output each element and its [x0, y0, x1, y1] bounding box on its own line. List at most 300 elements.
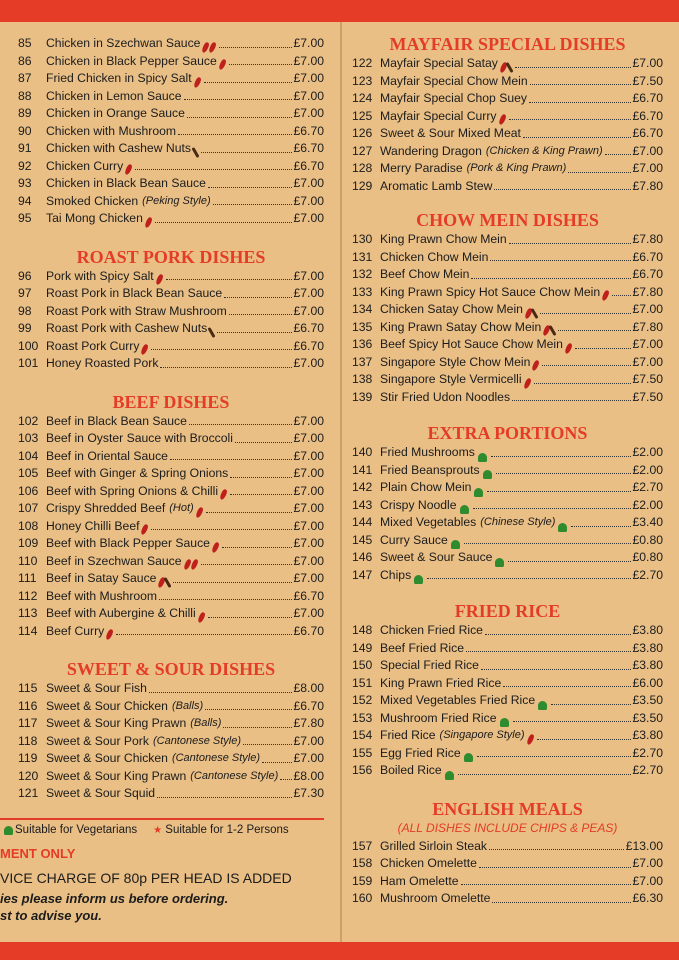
- menu-item: [18, 320, 324, 338]
- item-price: £7.00: [293, 303, 324, 318]
- item-icons: [474, 488, 485, 497]
- item-price: £7.00: [293, 193, 324, 208]
- menu-item: [352, 73, 663, 91]
- menu-item: [352, 249, 663, 267]
- legend-veg: [4, 824, 137, 836]
- dotted-leader: [116, 633, 291, 635]
- legend-star: [153, 824, 289, 836]
- item-price: £7.30: [293, 786, 324, 800]
- item-number: 94: [18, 193, 32, 208]
- section-title: SWEET & SOUR DISHES: [66, 659, 276, 679]
- veg-icon: [483, 470, 492, 479]
- section-title: ROAST PORK DISHES: [76, 246, 266, 267]
- dotted-leader: [471, 277, 630, 279]
- dotted-leader: [537, 738, 631, 740]
- veg-icon: [478, 453, 487, 462]
- item-name: Mixed Vegetables: [380, 515, 477, 529]
- item-name: Chicken in Lemon Sauce: [46, 88, 182, 103]
- item-name: King Prawn Spicy Hot Sauce Chow Mein: [380, 284, 601, 299]
- item-number: 133: [352, 284, 373, 299]
- menu-section: [352, 33, 663, 195]
- dotted-leader: [489, 848, 624, 850]
- nut-icon: [164, 576, 172, 587]
- item-name: Beef with Spring Onions & Chilli: [46, 483, 219, 498]
- dotted-leader: [217, 331, 291, 333]
- item-name: Mushroom Fried Rice: [380, 710, 497, 725]
- item-number: 88: [18, 88, 32, 103]
- dotted-leader: [490, 259, 630, 261]
- chilli-icon: [193, 76, 202, 88]
- item-note: (Cantonese Style): [171, 752, 260, 764]
- dotted-leader: [491, 455, 631, 457]
- dotted-leader: [509, 242, 631, 244]
- dotted-leader: [458, 773, 631, 775]
- item-name: Sweet & Sour Squid: [46, 786, 156, 800]
- item-price: £2.70: [632, 567, 663, 582]
- item-name: Fried Chicken in Spicy Salt: [46, 71, 192, 85]
- item-name: Chicken in Black Bean Sauce: [46, 176, 206, 190]
- item-number: 122: [352, 56, 373, 70]
- dotted-leader: [224, 296, 291, 298]
- item-number: 93: [18, 176, 32, 190]
- dotted-leader: [222, 546, 292, 548]
- item-number: 155: [352, 745, 373, 760]
- dotted-leader: [477, 755, 631, 757]
- item-name: Sweet & Sour Pork: [46, 733, 149, 748]
- menu-item: [352, 143, 663, 161]
- item-price: £7.00: [293, 751, 324, 765]
- veg-icon: [445, 771, 454, 780]
- item-price: £7.00: [632, 56, 663, 70]
- dotted-leader: [473, 507, 631, 509]
- item-price: £6.70: [293, 698, 324, 713]
- item-number: 101: [18, 356, 39, 370]
- dotted-leader: [551, 703, 630, 705]
- dotted-leader: [464, 542, 631, 544]
- item-number: 125: [352, 108, 373, 123]
- item-note: (Cantonese Style): [152, 734, 242, 747]
- menu-item: [18, 355, 324, 373]
- dotted-leader: [513, 720, 631, 722]
- menu-item: [352, 371, 663, 389]
- item-icons: [478, 453, 489, 462]
- item-price: £2.70: [632, 763, 663, 777]
- item-name: Beef in Oyster Sauce with Broccoli: [46, 431, 233, 445]
- section-subtitle: (ALL DISHES INCLUDE CHIPS & PEAS): [397, 820, 618, 835]
- menu-item: [18, 193, 324, 211]
- menu-item: [18, 623, 324, 641]
- item-price: £6.70: [632, 267, 663, 281]
- chilli-icon: [140, 343, 149, 355]
- dotted-leader: [184, 98, 292, 100]
- dotted-leader: [558, 329, 630, 331]
- item-icons: [194, 147, 199, 158]
- page-fold: [340, 22, 342, 942]
- chilli-icon: [497, 113, 506, 125]
- bottom-red-band: [0, 942, 679, 960]
- menu-item: [18, 553, 324, 571]
- dotted-leader: [534, 382, 631, 384]
- item-price: £6.70: [293, 158, 324, 173]
- menu-section: [18, 246, 324, 373]
- legend: [0, 818, 324, 840]
- item-price: £7.00: [293, 88, 324, 103]
- item-price: £13.00: [625, 838, 663, 853]
- dotted-leader: [487, 490, 630, 492]
- menu-item: [18, 338, 324, 356]
- item-icons: [146, 217, 153, 228]
- item-number: 97: [18, 286, 32, 300]
- item-number: 85: [18, 36, 32, 50]
- notice-service-charge: VICE CHARGE OF 80p PER HEAD IS ADDED: [0, 870, 292, 886]
- item-price: £7.00: [293, 413, 324, 428]
- dotted-leader: [223, 726, 291, 728]
- veg-icon: [460, 505, 469, 514]
- item-number: 126: [352, 126, 373, 140]
- item-price: £7.00: [293, 553, 324, 568]
- menu-item: [18, 465, 324, 483]
- menu-item: [18, 140, 324, 158]
- item-price: £7.00: [632, 856, 663, 870]
- item-icons: [500, 718, 511, 727]
- item-name: Chicken in Szechwan Sauce: [46, 36, 201, 50]
- dotted-leader: [170, 458, 292, 460]
- item-price: £2.00: [632, 445, 663, 459]
- dotted-leader: [568, 171, 630, 173]
- item-number: 118: [18, 733, 38, 748]
- item-number: 140: [352, 445, 373, 459]
- item-number: 138: [352, 372, 373, 386]
- veg-icon: [495, 558, 504, 567]
- item-price: £7.50: [632, 389, 663, 404]
- item-price: £7.00: [293, 106, 324, 120]
- menu-item: [18, 175, 324, 193]
- item-note: (Chinese Style): [480, 516, 556, 528]
- item-name: Mayfair Special Chow Mein: [380, 73, 528, 88]
- item-icons: [544, 325, 556, 336]
- item-name: Grilled Sirloin Steak: [380, 838, 488, 853]
- item-name: Singapore Style Vermicelli: [380, 372, 522, 386]
- item-name: Sweet & Sour Sauce: [380, 550, 493, 564]
- menu-item: [352, 762, 663, 780]
- item-icons: [157, 274, 164, 285]
- item-note: (Peking Style): [142, 194, 211, 207]
- menu-item: [18, 158, 324, 176]
- item-icons: [203, 42, 217, 53]
- item-name: Beef with Aubergine & Chilli: [46, 606, 196, 620]
- dotted-leader: [508, 560, 630, 562]
- section-title: BEEF DISHES: [112, 391, 230, 412]
- chilli-icon: [218, 58, 227, 70]
- dotted-leader: [503, 685, 630, 687]
- item-icons: [195, 77, 202, 88]
- item-name: Sweet & Sour Mixed Meat: [380, 126, 521, 140]
- menu-column-left: [18, 28, 324, 803]
- item-number: 98: [18, 303, 32, 318]
- item-price: £7.00: [293, 606, 324, 620]
- item-price: £8.00: [293, 768, 324, 783]
- menu-item: [352, 336, 663, 354]
- item-price: £3.80: [632, 658, 663, 672]
- item-name: Chicken Satay Chow Mein: [380, 302, 523, 316]
- item-number: 92: [18, 158, 32, 173]
- item-icons: [460, 505, 471, 514]
- menu-item: [18, 588, 324, 606]
- menu-item: [352, 873, 663, 891]
- item-price: £6.70: [632, 91, 663, 105]
- dotted-leader: [540, 312, 631, 314]
- menu-item: [352, 727, 663, 745]
- item-name: Pork with Spicy Salt: [46, 268, 154, 283]
- menu-item: [18, 70, 324, 88]
- item-price: £3.80: [632, 640, 663, 655]
- item-icons: [538, 701, 549, 710]
- notice-payment: MENT ONLY: [0, 846, 76, 861]
- menu-item: [352, 567, 663, 585]
- item-price: £7.00: [293, 518, 324, 533]
- menu-item: [18, 570, 324, 588]
- item-icons: [159, 577, 171, 588]
- item-name: Singapore Style Chow Mein: [380, 354, 531, 369]
- item-name: Beef in Satay Sauce: [46, 571, 157, 585]
- item-name: Mixed Vegetables Fried Rice: [380, 693, 536, 707]
- chilli-icon: [155, 273, 164, 285]
- item-name: Sweet & Sour King Prawn: [46, 768, 187, 783]
- veg-icon: [4, 826, 13, 835]
- item-name: Beef in Black Bean Sauce: [46, 413, 187, 428]
- item-note: (Hot): [169, 502, 194, 514]
- dotted-leader: [496, 472, 631, 474]
- item-name: Chicken Omelette: [380, 856, 477, 870]
- item-price: £7.00: [293, 733, 324, 748]
- dotted-leader: [201, 563, 292, 565]
- item-number: 127: [352, 143, 373, 158]
- menu-item: [18, 768, 324, 786]
- chilli-icon: [124, 163, 133, 175]
- nut-icon: [549, 325, 557, 336]
- item-icons: [185, 559, 199, 570]
- menu-item: [18, 303, 324, 321]
- chilli-icon: [219, 488, 228, 500]
- item-price: £7.00: [293, 431, 324, 445]
- dotted-leader: [571, 525, 630, 527]
- veg-icon: [474, 488, 483, 497]
- item-name: Plain Chow Mein: [380, 480, 472, 494]
- item-name: Merry Paradise: [380, 161, 463, 175]
- chilli-icon: [525, 733, 534, 745]
- legend-star-label: Suitable for 1-2 Persons: [165, 824, 289, 836]
- chilli-icon: [601, 289, 610, 301]
- item-icons: [126, 164, 133, 175]
- item-price: £6.30: [632, 891, 663, 905]
- item-name: Tai Mong Chicken: [46, 211, 143, 225]
- item-number: 145: [352, 532, 373, 547]
- chilli-icon: [531, 359, 540, 371]
- item-icons: [495, 558, 506, 567]
- item-name: Roast Pork Curry: [46, 338, 140, 353]
- item-price: £7.00: [293, 466, 324, 480]
- chilli-icon: [564, 342, 573, 354]
- item-number: 131: [352, 249, 373, 264]
- dotted-leader: [178, 133, 291, 135]
- section-title: CHOW MEIN DISHES: [416, 210, 599, 230]
- menu-item: [352, 301, 663, 319]
- item-name: Fried Rice: [380, 728, 436, 742]
- item-number: 137: [352, 354, 373, 369]
- menu-section: [18, 658, 324, 803]
- item-note: (Balls): [190, 717, 222, 729]
- menu-item: [352, 90, 663, 108]
- menu-item: [18, 518, 324, 536]
- menu-item: [18, 35, 324, 53]
- chilli-icon: [208, 41, 217, 53]
- nut-icon: [191, 146, 199, 157]
- dotted-leader: [151, 348, 291, 350]
- item-number: 149: [352, 640, 373, 655]
- menu-item: [352, 640, 663, 658]
- item-number: 153: [352, 710, 373, 725]
- dotted-leader: [219, 46, 291, 48]
- item-number: 132: [352, 267, 373, 281]
- item-number: 106: [18, 483, 39, 498]
- item-price: £3.80: [632, 728, 663, 742]
- item-number: 96: [18, 268, 32, 283]
- dotted-leader: [235, 441, 292, 443]
- item-number: 157: [352, 838, 373, 853]
- menu-item: [352, 675, 663, 693]
- item-name: Boiled Rice: [380, 763, 442, 777]
- dotted-leader: [206, 511, 292, 513]
- dotted-leader: [523, 136, 631, 138]
- item-number: 105: [18, 466, 39, 480]
- dotted-leader: [204, 81, 292, 83]
- item-number: 124: [352, 91, 373, 105]
- item-name: Smoked Chicken: [46, 193, 139, 208]
- menu-item: [18, 698, 324, 716]
- item-icons: [526, 308, 538, 319]
- item-number: 139: [352, 389, 373, 404]
- menu-item: [18, 605, 324, 623]
- dotted-leader: [530, 83, 631, 85]
- menu-item: [352, 284, 663, 302]
- dotted-leader: [466, 650, 631, 652]
- item-number: 120: [18, 768, 39, 783]
- item-price: £7.80: [632, 284, 663, 299]
- dotted-leader: [529, 101, 631, 103]
- menu-item: [352, 389, 663, 407]
- item-number: 154: [352, 728, 373, 742]
- item-price: £7.00: [293, 268, 324, 283]
- item-number: 158: [352, 856, 373, 870]
- item-name: Sweet & Sour Fish: [46, 681, 147, 695]
- item-price: £7.00: [293, 356, 324, 370]
- chilli-icon: [195, 506, 204, 518]
- dotted-leader: [427, 577, 630, 579]
- item-icons: [213, 542, 220, 553]
- item-note: (Singapore Style): [439, 729, 525, 741]
- menu-item: [18, 88, 324, 106]
- item-name: Curry Sauce: [380, 532, 448, 547]
- item-name: Chicken Chow Mein: [380, 249, 489, 264]
- item-price: £7.50: [632, 73, 663, 88]
- menu-item: [352, 444, 663, 462]
- item-price: £7.00: [293, 36, 324, 50]
- item-price: £7.00: [293, 176, 324, 190]
- item-number: 117: [18, 716, 38, 730]
- item-name: Special Fried Rice: [380, 658, 479, 672]
- item-number: 107: [18, 501, 39, 515]
- item-price: £6.00: [632, 675, 663, 690]
- item-number: 91: [18, 141, 32, 155]
- item-price: £2.00: [632, 462, 663, 477]
- menu-item: [18, 750, 324, 768]
- item-name: Ham Omelette: [380, 873, 459, 888]
- menu-item: [352, 462, 663, 480]
- item-number: 147: [352, 567, 373, 582]
- menu-item: [18, 483, 324, 501]
- dotted-leader: [208, 616, 292, 618]
- item-number: 142: [352, 480, 373, 494]
- item-price: £7.00: [632, 873, 663, 888]
- dotted-leader: [229, 313, 292, 315]
- menu-item: [352, 497, 663, 515]
- chilli-icon: [211, 541, 220, 553]
- legend-veg-label: Suitable for Vegetarians: [15, 824, 138, 836]
- item-number: 95: [18, 211, 32, 225]
- item-name: Chicken Curry: [46, 158, 124, 173]
- item-name: Aromatic Lamb Stew: [380, 178, 493, 193]
- item-price: £6.70: [293, 623, 324, 638]
- dotted-leader: [481, 668, 631, 670]
- section-title: ENGLISH MEALS: [432, 798, 583, 819]
- item-icons: [533, 360, 540, 371]
- item-name: Stir Fried Udon Noodles: [380, 389, 511, 404]
- dotted-leader: [280, 778, 291, 780]
- item-icons: [501, 62, 513, 73]
- item-note: (Cantonese Style): [190, 769, 279, 782]
- item-price: £7.00: [632, 302, 663, 316]
- nut-icon: [505, 61, 513, 72]
- item-price: £6.70: [632, 126, 663, 140]
- item-number: 150: [352, 658, 373, 672]
- item-price: £2.70: [632, 480, 663, 494]
- item-icons: [210, 327, 215, 338]
- dotted-leader: [243, 743, 291, 745]
- menu-item: [18, 285, 324, 303]
- chilli-icon: [105, 628, 114, 640]
- item-number: 129: [352, 178, 373, 193]
- nut-icon: [208, 326, 216, 337]
- menu-section: [352, 422, 663, 584]
- menu-item: [18, 535, 324, 553]
- item-price: £3.50: [632, 710, 663, 725]
- item-price: £7.80: [632, 232, 663, 246]
- dotted-leader: [230, 493, 291, 495]
- menu-item: [18, 105, 324, 123]
- section-title: EXTRA PORTIONS: [427, 423, 588, 443]
- menu-item: [18, 680, 324, 698]
- item-number: 90: [18, 123, 32, 138]
- dotted-leader: [208, 186, 292, 188]
- menu-item: [18, 785, 324, 803]
- item-icons: [528, 734, 535, 745]
- item-price: £8.00: [293, 681, 324, 695]
- dotted-leader: [542, 364, 630, 366]
- item-price: £6.70: [293, 588, 324, 603]
- item-number: 152: [352, 693, 373, 707]
- item-name: Roast Pork with Straw Mushroom: [46, 303, 227, 318]
- nut-icon: [530, 307, 538, 318]
